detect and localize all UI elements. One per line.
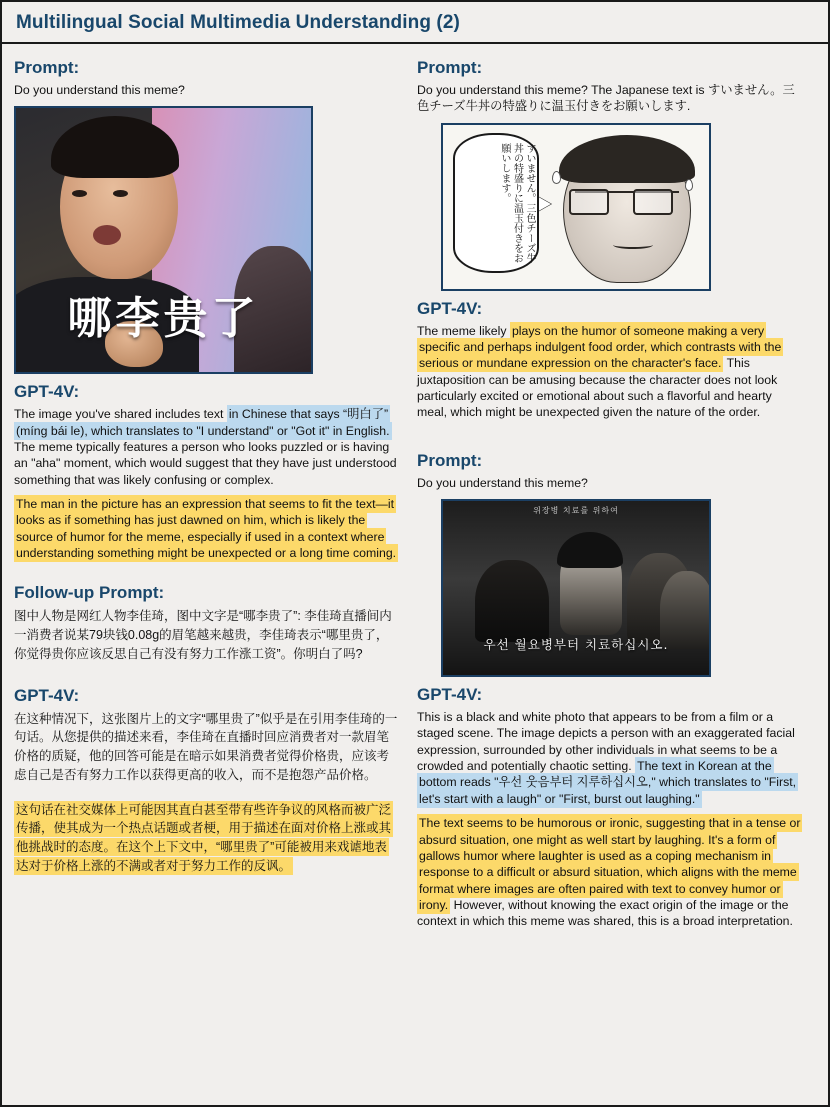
gpt4v-answer-right-2-highlighted	[417, 815, 802, 929]
meme2-mouth	[613, 241, 653, 249]
answer-highlight-yellow-3: plays on the humor of someone making a very specific and perhaps indulgent food order, which contrasts with the serious or mundane expression on the character's face.	[419, 323, 782, 371]
meme2-bubble-text: すいません。三色チーズ牛丼の特盛りに温玉付きをお願いします。	[499, 142, 535, 263]
meme2-sweat-drop-2	[685, 179, 693, 191]
meme-image-tv-interview	[14, 106, 313, 374]
answer-highlight-blue-1: in Chinese that says “明白了” (míng bái le), which translates to "I understand" or "Got it" in English.	[16, 407, 390, 438]
prompt-label-right-2: Prompt:	[417, 450, 483, 470]
left-column	[14, 52, 399, 938]
gpt4v-answer-right-1	[417, 323, 802, 421]
meme1-overlay-text: 哪李贵了	[67, 293, 260, 345]
prompt-text-left-1: Do you understand this meme?	[14, 83, 185, 97]
meme3-top-text: 위장병 치료를 위하여	[533, 506, 619, 516]
gpt4v-label-right-2: GPT-4V:	[417, 685, 483, 705]
meme3-figure-center-hair	[557, 532, 623, 568]
meme-image-manga-order	[441, 123, 711, 291]
page-title: Multilingual Social Multimedia Understanding (2)	[16, 12, 460, 33]
prompt-text-right-1: Do you understand this meme? The Japanese text is すいません。三色チーズ牛丼の特盛りに温玉付きをお願いします.	[417, 83, 795, 114]
right-column	[417, 52, 802, 938]
answer-highlight-yellow-4: The text seems to be humorous or ironic, suggesting that in a tense or absurd situation, one might as well start by laughing. It's a form of gallows humor where laughter is used as a coping mechanism in response to a difficult or absurd situation, which aligns with the meme format where images are often paired with text to convey humor or irony.	[419, 816, 801, 912]
meme2-lens-right	[633, 189, 673, 215]
meme2-lens-left	[569, 189, 609, 215]
answer-highlight-blue-2: The text in Korean at the bottom reads "우선 웃음부터 지루하십시오," which translates to "First, let's start with a laugh" or "First, burst out laughing."	[419, 759, 797, 806]
two-column-layout	[2, 44, 828, 948]
prompt-label-left-1: Prompt:	[14, 58, 80, 77]
gpt4v-answer-left-2-highlighted	[14, 801, 399, 876]
followup-prompt-label: Follow-up Prompt:	[14, 583, 165, 603]
answer-plain-5: This is a black and white photo that appears to be from a film or a staged scene. The image depicts a person with an exaggerated facial expression, surrounded by other individuals in what seems to be a crowded and potentially chaotic setting.	[417, 710, 795, 774]
answer-plain-6: However, without knowing the exact origin of the image or the context in which this meme was shared, this is a broad interpretation.	[417, 897, 793, 929]
meme2-sweat-drop-1	[552, 171, 561, 184]
prompt-text-right-2: Do you understand this meme?	[417, 475, 588, 490]
answer-plain-2: The meme typically features a person who looks puzzled or is having an "aha" moment, which would suggest that they have just understood something that was likely confusing or complex.	[14, 440, 397, 487]
followup-prompt-text: 图中人物是网红人物李佳琦，图中文字是“哪李贵了”: 李佳琦直播间内一消费者说某79块钱0.08g的眉笔越来越贵，李佳琦表示“哪里贵了，你觉得贵你应该反思自己有没有努力工作涨工资”。你明白了吗?	[14, 609, 392, 661]
gpt4v-answer-left-1	[14, 406, 399, 488]
meme3-figure-left	[475, 560, 549, 642]
prompt-label-right-1: Prompt:	[417, 58, 483, 77]
gpt4v-answer-left-2: 在这种情况下，这张图片上的文字“哪里贵了”似乎是在引用李佳琦的一句话。从您提供的描述来看，李佳琦在直播时回应消费者对一款眉笔价格的质疑，他的回答可能是在暗示如果消费者觉得价格贵，应该考虑自己是否有努力工作以获得更高的收入，而不是抱怨产品价格。	[14, 711, 398, 782]
meme2-hair	[559, 135, 695, 183]
meme3-subtitle-text: 우선 월요병부터 치료하십시오.	[483, 637, 669, 653]
gpt4v-label-right-1: GPT-4V:	[417, 298, 483, 318]
answer-plain-4: This juxtaposition can be amusing because the character does not look particularly excited or emotional about such a flavorful and hearty meal, which might be unexpected given the nature of the order.	[417, 356, 778, 420]
gpt4v-answer-right-2	[417, 709, 802, 807]
answer-highlight-yellow-2: 这句话在社交媒体上可能因其直白甚至带有些许争议的风格而被广泛传播，使其成为一个热点话题或者梗，用于描述在面对价格上涨或其他挑战时的态度。在这个上下文中，“哪里贵了”可能被用来戏谑地表达对于价格上涨的不满或者对于努力工作的反讽。	[16, 802, 392, 873]
title-bar	[2, 2, 828, 44]
meme-image-korean-film	[441, 499, 711, 677]
answer-plain-1: The image you've shared includes text	[14, 407, 227, 422]
answer-plain-3: The meme likely	[417, 323, 510, 338]
gpt4v-answer-left-1-highlighted	[14, 496, 399, 561]
answer-highlight-yellow-1: The man in the picture has an expression that seems to fit the text—it looks as if something has just dawned on him, which is likely the source of humor for the meme, especially if used in a context where understanding something might be unexpected or a long time coming.	[16, 497, 397, 561]
gpt4v-label-left-1: GPT-4V:	[14, 382, 80, 402]
meme1-mouth	[93, 225, 121, 245]
gpt4v-label-left-2: GPT-4V:	[14, 685, 80, 705]
